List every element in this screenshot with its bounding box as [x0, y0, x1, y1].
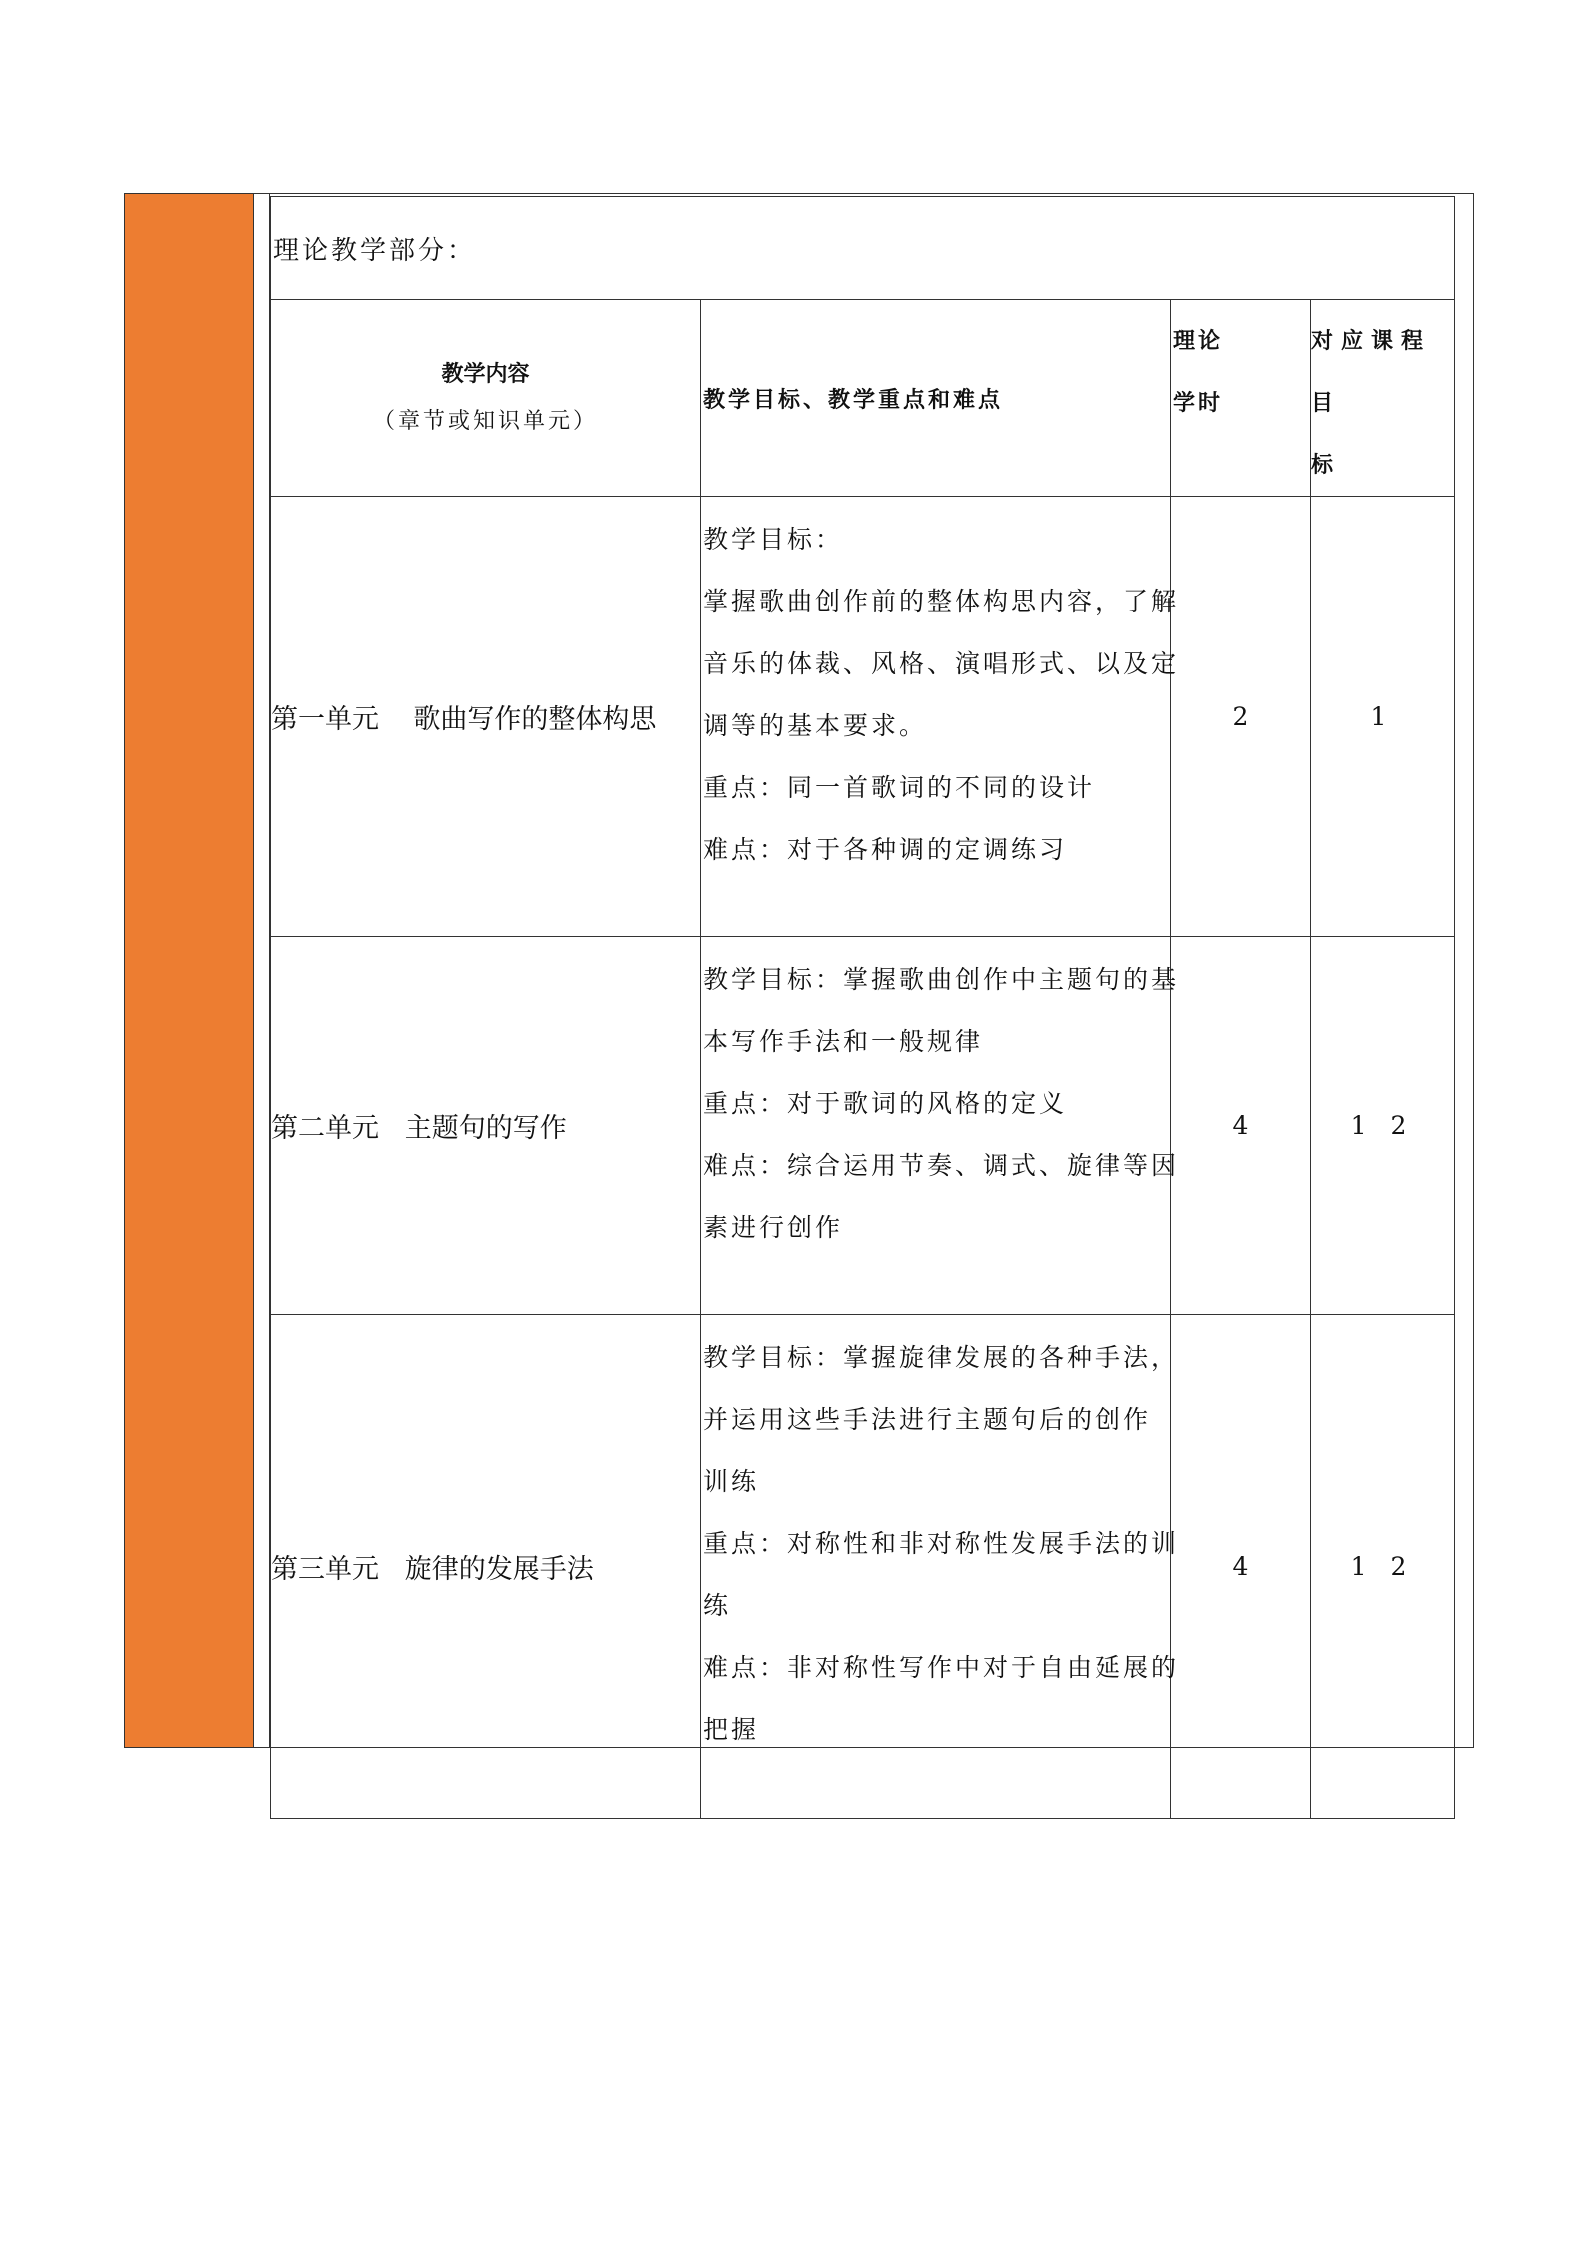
- goal-line: 训练: [703, 1467, 760, 1496]
- header-content-label: 教学内容: [441, 361, 530, 387]
- unit-target: 1: [1311, 497, 1455, 937]
- unit-hours: 2: [1171, 497, 1311, 937]
- side-divider: [254, 194, 270, 1747]
- orange-side-bar: [125, 194, 254, 1747]
- goal-line: 素进行创作: [703, 1213, 844, 1242]
- goal-line: 教学目标：掌握旋律发展的各种手法，: [703, 1343, 1180, 1372]
- unit-hours: 4: [1171, 937, 1311, 1315]
- goal-line: 难点：综合运用节奏、调式、旋律等因: [703, 1151, 1180, 1180]
- goal-line: 难点：对于各种调的定调练习: [703, 835, 1068, 864]
- syllabus-table-wrapper: [270, 196, 1454, 1744]
- unit-title: 第二单元 主题句的写作: [271, 937, 701, 1315]
- goal-line: 重点：对称性和非对称性发展手法的训: [703, 1529, 1180, 1558]
- section-title: 理论教学部分：: [271, 197, 1455, 300]
- header-target-line2: 标: [1311, 452, 1342, 478]
- unit-title: 第一单元 歌曲写作的整体构思: [271, 497, 701, 937]
- goal-line: 掌握歌曲创作前的整体构思内容，了解: [703, 587, 1180, 616]
- header-hours: [1171, 300, 1311, 497]
- page-frame: [124, 193, 1474, 1748]
- unit-title: 第三单元 旋律的发展手法: [271, 1315, 701, 1819]
- table-row: [271, 497, 1455, 937]
- goal-line: 调等的基本要求。: [703, 711, 928, 740]
- header-hours-line1: 理论: [1173, 328, 1224, 354]
- header-hours-line2: 学时: [1173, 390, 1224, 416]
- header-goals: 教学目标、教学重点和难点: [701, 300, 1171, 497]
- header-content: [271, 300, 701, 497]
- unit-goals: [701, 937, 1180, 1315]
- header-content-sub: （章节或知识单元）: [372, 409, 598, 434]
- unit-goals: [701, 497, 1180, 937]
- table-row: [271, 1315, 1455, 1819]
- syllabus-table: [270, 196, 1455, 1819]
- unit-hours: 4: [1171, 1315, 1311, 1819]
- goal-line: 重点：同一首歌词的不同的设计: [703, 773, 1096, 802]
- goal-line: 把握: [703, 1715, 760, 1744]
- goal-line: 重点：对于歌词的风格的定义: [703, 1089, 1068, 1118]
- table-row: [271, 937, 1455, 1315]
- header-target: [1311, 300, 1455, 497]
- header-row: [271, 300, 1455, 497]
- unit-target: 1 2: [1311, 1315, 1455, 1819]
- header-target-line1: 对应课程目: [1311, 328, 1432, 416]
- goal-line: 教学目标：掌握歌曲创作中主题句的基: [703, 965, 1180, 994]
- goal-line: 音乐的体裁、风格、演唱形式、以及定: [703, 649, 1180, 678]
- goal-line: 本写作手法和一般规律: [703, 1027, 984, 1056]
- goal-line: 难点：非对称性写作中对于自由延展的: [703, 1653, 1180, 1682]
- goal-line: 练: [703, 1591, 732, 1620]
- goal-line: 并运用这些手法进行主题句后的创作: [703, 1405, 1152, 1434]
- unit-target: 1 2: [1311, 937, 1455, 1315]
- unit-goals: [701, 1315, 1180, 1819]
- goal-line: 教学目标：: [703, 525, 844, 554]
